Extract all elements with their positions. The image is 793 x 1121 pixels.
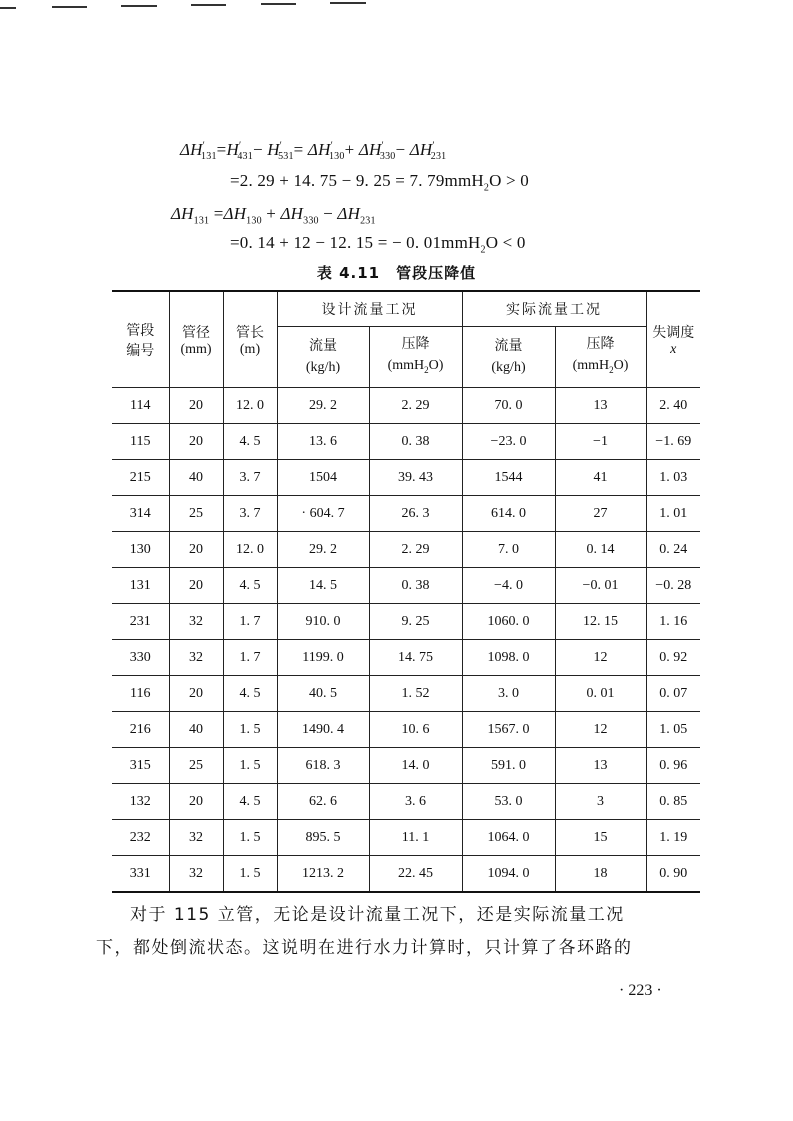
table-cell: 25: [169, 748, 223, 784]
eq-text: O < 0: [485, 233, 526, 252]
table-cell: 1199. 0: [277, 640, 369, 676]
eq-sub: 130: [246, 215, 262, 227]
eq-prime: ′: [381, 140, 384, 152]
unit-part: (mmH: [387, 358, 425, 374]
table-cell: 1. 7: [223, 640, 277, 676]
table-cell: 1567. 0: [462, 712, 555, 748]
table-cell: 40. 5: [277, 676, 369, 712]
table-cell: −0. 01: [555, 568, 646, 604]
eq-prime: ′: [202, 140, 206, 152]
top-rule-segment: [330, 2, 366, 4]
table-cell: 4. 5: [223, 784, 277, 820]
top-rule-segment: [261, 3, 296, 5]
eq-term: ΔH: [307, 140, 331, 159]
table-cell: 12: [555, 640, 646, 676]
header-imbalance: [646, 291, 700, 388]
eq-prime: ′: [279, 140, 283, 152]
header-actual-flow: [462, 327, 555, 388]
table-cell: 216: [112, 712, 169, 748]
eq-term: ΔH: [280, 204, 304, 223]
equation-line-3: $\Delta H_{131} =\Delta H_{130} + \Delta H_{330} - \Delta H_{231}$: [171, 204, 376, 227]
eq-text: O > 0: [489, 171, 529, 190]
top-rule-segment: [191, 4, 226, 6]
table-cell: 0. 90: [646, 856, 700, 893]
table-cell: 26. 3: [369, 496, 462, 532]
header-design-pressure: [369, 327, 462, 388]
table-cell: 9. 25: [369, 604, 462, 640]
table-cell: 1. 5: [223, 712, 277, 748]
eq-term: ΔH: [180, 140, 203, 159]
table-cell: 1. 52: [369, 676, 462, 712]
table-cell: 0. 01: [555, 676, 646, 712]
eq-sub: 2: [483, 182, 490, 194]
header-segment: [112, 291, 169, 388]
table-cell: 53. 0: [462, 784, 555, 820]
table-cell: 15: [555, 820, 646, 856]
table-cell: 10. 6: [369, 712, 462, 748]
table-cell: 12. 15: [555, 604, 646, 640]
table-row: [112, 532, 700, 568]
table-cell: 0. 92: [646, 640, 700, 676]
table-cell: 41: [555, 460, 646, 496]
header-text: 编号: [126, 342, 155, 359]
table-cell: 1. 01: [646, 496, 700, 532]
eq-sub: 531: [278, 151, 294, 163]
table-cell: 1490. 4: [277, 712, 369, 748]
table-cell: 614. 0: [462, 496, 555, 532]
table-cell: 1060. 0: [462, 604, 555, 640]
table-cell: 70. 0: [462, 388, 555, 424]
table-cell: 20: [169, 424, 223, 460]
table-cell: 1. 5: [223, 820, 277, 856]
table-cell: 14. 75: [369, 640, 462, 676]
table-caption: 表 4.11 管段压降值: [316, 264, 477, 282]
header-design-flow: [277, 327, 369, 388]
table-cell: 0. 14: [555, 532, 646, 568]
table-cell: 1. 19: [646, 820, 700, 856]
table-cell: 14. 5: [277, 568, 369, 604]
table-cell: 1544: [462, 460, 555, 496]
header-diameter: [169, 291, 223, 388]
equation-line-2: [230, 171, 529, 193]
eq-prime: ′: [238, 140, 242, 152]
table-cell: 315: [112, 748, 169, 784]
table-cell: 591. 0: [462, 748, 555, 784]
table-row: [112, 676, 700, 712]
eq-sub: 431: [237, 151, 253, 163]
table-cell: 62. 6: [277, 784, 369, 820]
table-cell: 32: [169, 604, 223, 640]
table-cell: 29. 2: [277, 388, 369, 424]
header-text: 流量: [309, 338, 337, 354]
header-text: 压降: [401, 336, 430, 353]
eq-sub: 231: [430, 151, 447, 163]
header-text: 压降: [586, 336, 615, 353]
eq-sub: 131: [193, 215, 210, 227]
unit-sub: 2: [609, 364, 614, 375]
table-cell: 12: [555, 712, 646, 748]
table-cell: 13: [555, 748, 646, 784]
header-design-group: 设计流量工况: [277, 291, 462, 327]
table-cell: −1: [555, 424, 646, 460]
table-cell: 0. 96: [646, 748, 700, 784]
table-cell: 3. 0: [462, 676, 555, 712]
table-row: [112, 388, 700, 424]
table-body: [112, 388, 700, 893]
header-unit: (kg/h): [491, 360, 526, 375]
eq-text: =0. 14 + 12 − 12. 15 = − 0. 01mmH: [230, 233, 481, 252]
header-unit: [556, 355, 646, 381]
table-cell: 20: [169, 388, 223, 424]
table-row: [112, 460, 700, 496]
unit-part: (mmH: [572, 358, 610, 374]
eq-term: ΔH: [409, 140, 433, 159]
table-cell: 32: [169, 640, 223, 676]
table-cell: 314: [112, 496, 169, 532]
table-cell: 231: [112, 604, 169, 640]
table-cell: 114: [112, 388, 169, 424]
unit-part: O): [428, 358, 444, 374]
table-cell: 40: [169, 712, 223, 748]
table-cell: 131: [112, 568, 169, 604]
unit-sub: 2: [424, 364, 429, 375]
table-cell: −0. 28: [646, 568, 700, 604]
header-length: [223, 291, 277, 388]
table-row: [112, 640, 700, 676]
table-row: [112, 820, 700, 856]
page-number: · 223 ·: [619, 982, 662, 999]
table-cell: 14. 0: [369, 748, 462, 784]
table-cell: 1. 5: [223, 748, 277, 784]
table-cell: 132: [112, 784, 169, 820]
table-cell: 1098. 0: [462, 640, 555, 676]
equation-line-4: [230, 233, 526, 255]
table-row: [112, 496, 700, 532]
header-unit: (m): [239, 341, 261, 357]
table-cell: 4. 5: [223, 424, 277, 460]
table-cell: 1. 03: [646, 460, 700, 496]
table-cell: 3. 6: [369, 784, 462, 820]
table-cell: 7. 0: [462, 532, 555, 568]
eq-sub: 231: [360, 215, 376, 227]
eq-sub: 131: [201, 151, 217, 163]
table-cell: 115: [112, 424, 169, 460]
table-cell: 0. 38: [369, 568, 462, 604]
header-actual-group: 实际流量工况: [462, 291, 646, 327]
table-cell: 1064. 0: [462, 820, 555, 856]
table-row: [112, 712, 700, 748]
eq-term: H: [267, 140, 280, 159]
table-cell: −1. 69: [646, 424, 700, 460]
table-cell: 1094. 0: [462, 856, 555, 893]
table-cell: 330: [112, 640, 169, 676]
table-cell: 20: [169, 532, 223, 568]
table-row: [112, 748, 700, 784]
table-row: [112, 424, 700, 460]
table-cell: 13. 6: [277, 424, 369, 460]
table-row: [112, 856, 700, 893]
table-row: [112, 604, 700, 640]
top-rule-segment: [52, 6, 87, 8]
table-cell: 232: [112, 820, 169, 856]
table-cell: 11. 1: [369, 820, 462, 856]
top-rule-segment: [0, 7, 16, 9]
header-symbol: x: [670, 341, 677, 357]
table-cell: 4. 5: [223, 568, 277, 604]
table-cell: 1213. 2: [277, 856, 369, 893]
top-rule-segment: [121, 5, 157, 7]
table-cell: 910. 0: [277, 604, 369, 640]
table-cell: 27: [555, 496, 646, 532]
table-cell: −23. 0: [462, 424, 555, 460]
table-cell: 3: [555, 784, 646, 820]
body-paragraph: [96, 899, 706, 965]
eq-sub: 330: [303, 215, 319, 227]
eq-term: ΔH: [171, 204, 194, 223]
table-cell: 18: [555, 856, 646, 893]
table-cell: 3. 7: [223, 496, 277, 532]
eq-term: ΔH: [223, 204, 247, 223]
table-cell: 1. 5: [223, 856, 277, 893]
eq-term: ΔH: [337, 204, 361, 223]
table-cell: 20: [169, 784, 223, 820]
table-cell: 29. 2: [277, 532, 369, 568]
table-cell: 895. 5: [277, 820, 369, 856]
header-unit: (kg/h): [305, 360, 341, 375]
table-cell: · 604. 7: [277, 496, 369, 532]
table-cell: 20: [169, 568, 223, 604]
eq-prime: ′: [330, 140, 333, 152]
unit-part: O): [613, 358, 629, 374]
table-cell: 20: [169, 676, 223, 712]
table-cell: 25: [169, 496, 223, 532]
table-cell: −4. 0: [462, 568, 555, 604]
table-cell: 0. 38: [369, 424, 462, 460]
header-unit: [370, 355, 462, 381]
eq-term: ΔH: [358, 140, 382, 159]
table-cell: 1. 7: [223, 604, 277, 640]
eq-term: H: [226, 140, 239, 159]
table-cell: 40: [169, 460, 223, 496]
table-cell: 12. 0: [223, 388, 277, 424]
table-cell: 22. 45: [369, 856, 462, 893]
table-cell: 0. 85: [646, 784, 700, 820]
table-cell: 215: [112, 460, 169, 496]
table-cell: 331: [112, 856, 169, 893]
table-cell: 2. 29: [369, 532, 462, 568]
header-text: 管长: [236, 324, 264, 341]
header-actual-pressure: [555, 327, 646, 388]
header-text: 失调度: [652, 324, 695, 341]
table-cell: 116: [112, 676, 169, 712]
table-cell: 0. 24: [646, 532, 700, 568]
table-cell: 3. 7: [223, 460, 277, 496]
table-cell: 130: [112, 532, 169, 568]
paragraph-line: 下，都处倒流状态。这说明在进行水力计算时，只计算了各环路的: [96, 938, 633, 958]
table-row: [112, 568, 700, 604]
eq-sub: 330: [379, 151, 396, 163]
eq-sub: 130: [328, 151, 345, 163]
table-cell: 12. 0: [223, 532, 277, 568]
table-cell: 0. 07: [646, 676, 700, 712]
table-cell: 39. 43: [369, 460, 462, 496]
eq-prime: ′: [432, 140, 435, 152]
pressure-drop-table: [112, 290, 700, 893]
header-text: 流量: [494, 338, 523, 354]
table-cell: 32: [169, 856, 223, 893]
table-cell: 618. 3: [277, 748, 369, 784]
paragraph-line: 对于 115 立管，无论是设计流量工况下，还是实际流量工况: [130, 905, 625, 925]
table-cell: 1. 16: [646, 604, 700, 640]
table-cell: 2. 29: [369, 388, 462, 424]
header-unit: (mm): [180, 341, 212, 357]
table-cell: 13: [555, 388, 646, 424]
eq-sub: 2: [480, 244, 486, 256]
table-row: [112, 784, 700, 820]
table-cell: 2. 40: [646, 388, 700, 424]
table-cell: 1. 05: [646, 712, 700, 748]
header-text: 管径: [182, 324, 210, 341]
header-text: 管段: [126, 322, 155, 339]
table-cell: 1504: [277, 460, 369, 496]
equation-line-1: $\Delta H'_{131}=H'_{431}- H'_{531}= \Delta H'_{130}+ \Delta H'_{330}- \Delta H'_{231}$: [180, 140, 447, 163]
eq-text: =2. 29 + 14. 75 − 9. 25 = 7. 79mmH: [230, 171, 484, 190]
table-cell: 4. 5: [223, 676, 277, 712]
table-cell: 32: [169, 820, 223, 856]
